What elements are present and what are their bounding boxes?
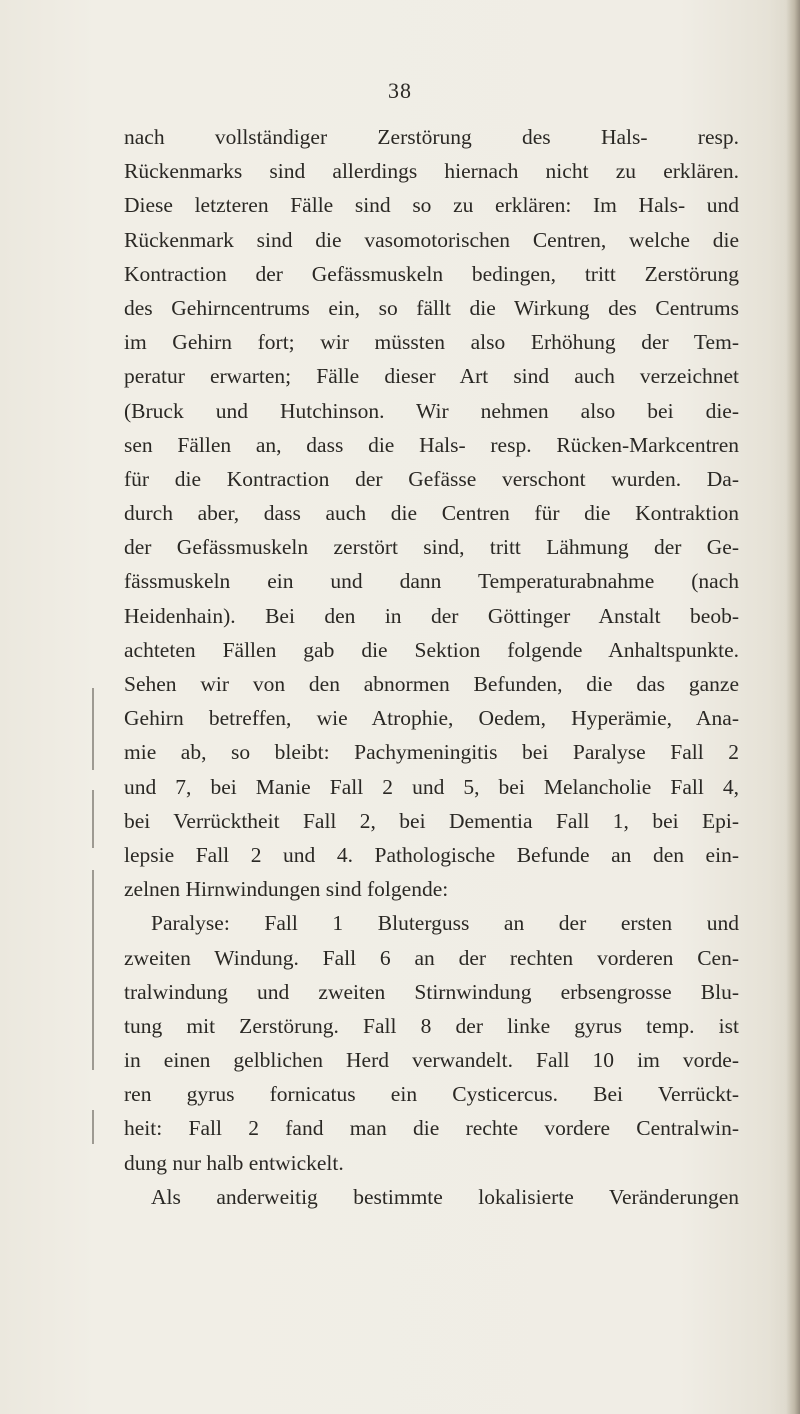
text-line: Als anderweitig bestimmte lokalisierte Veränderungen bbox=[151, 1184, 739, 1209]
text-line: Paralyse: Fall 1 Bluterguss an der ersten und bbox=[151, 911, 739, 936]
text-line: tralwindung und zweiten Stirnwindung erbsengrosse Blu- bbox=[124, 979, 739, 1004]
text-line: peratur erwarten; Fälle dieser Art sind auch verzeichnet bbox=[124, 364, 739, 389]
text-line: nach vollständiger Zerstörung des Hals- resp. bbox=[124, 125, 739, 149]
text-line: in einen gelblichen Herd verwandelt. Fall 10 im vorde- bbox=[124, 1048, 739, 1073]
text-line: für die Kontraction der Gefässe verschont wurden. Da- bbox=[124, 466, 739, 491]
margin-mark bbox=[92, 870, 94, 1070]
text-line: tung mit Zerstörung. Fall 8 der linke gyrus temp. ist bbox=[124, 1013, 739, 1038]
text-line: Kontraction der Gefässmuskeln bedingen, tritt Zerstörung bbox=[124, 261, 739, 286]
margin-mark bbox=[92, 1110, 94, 1144]
text-line: Gehirn betreffen, wie Atrophie, Oedem, Hyperämie, Ana- bbox=[124, 706, 739, 731]
page-edge-shadow bbox=[786, 0, 800, 1414]
text-line: und 7, bei Manie Fall 2 und 5, bei Melancholie Fall 4, bbox=[124, 774, 739, 799]
text-line: im Gehirn fort; wir müssten also Erhöhung der Tem- bbox=[124, 330, 739, 355]
text-line: der Gefässmuskeln zerstört sind, tritt Lähmung der Ge- bbox=[124, 535, 739, 560]
margin-mark bbox=[92, 688, 94, 770]
text-line: (Bruck und Hutchinson. Wir nehmen also bei die- bbox=[124, 398, 739, 423]
text-line: zelnen Hirnwindungen sind folgende: bbox=[124, 877, 449, 902]
text-line: des Gehirncentrums ein, so fällt die Wirkung des Centrums bbox=[124, 295, 739, 320]
margin-mark bbox=[92, 790, 94, 848]
text-line: ren gyrus fornicatus ein Cysticercus. Bei Verrückt- bbox=[124, 1082, 739, 1107]
text-line: mie ab, so bleibt: Pachymeningitis bei Paralyse Fall 2 bbox=[124, 740, 739, 765]
text-line: heit: Fall 2 fand man die rechte vordere Centralwin- bbox=[124, 1116, 739, 1141]
text-line: Diese letzteren Fälle sind so zu erklären: Im Hals- und bbox=[124, 193, 739, 218]
text-line: zweiten Windung. Fall 6 an der rechten vorderen Cen- bbox=[124, 945, 739, 970]
page-number: 38 bbox=[388, 78, 412, 103]
text-line: Rückenmark sind die vasomotorischen Centren, welche die bbox=[124, 227, 739, 252]
text-line: Rückenmarks sind allerdings hiernach nicht zu erklären. bbox=[124, 159, 739, 184]
text-line: sen Fällen an, dass die Hals- resp. Rücken-Markcentren bbox=[124, 432, 739, 457]
text-line: lepsie Fall 2 und 4. Pathologische Befunde an den ein- bbox=[124, 842, 739, 867]
text-line: Sehen wir von den abnormen Befunden, die das ganze bbox=[124, 672, 739, 696]
text-line: dung nur halb entwickelt. bbox=[124, 1150, 344, 1175]
text-line: fässmuskeln ein und dann Temperaturabnahme (nach bbox=[124, 569, 739, 594]
text-line: achteten Fällen gab die Sektion folgende Anhaltspunkte. bbox=[124, 637, 739, 662]
text-line: durch aber, dass auch die Centren für die Kontraktion bbox=[124, 501, 739, 526]
text-line: bei Verrücktheit Fall 2, bei Dementia Fall 1, bei Epi- bbox=[124, 808, 739, 833]
body-text bbox=[124, 120, 739, 1214]
text-line: Heidenhain). Bei den in der Göttinger Anstalt beob- bbox=[124, 603, 739, 628]
